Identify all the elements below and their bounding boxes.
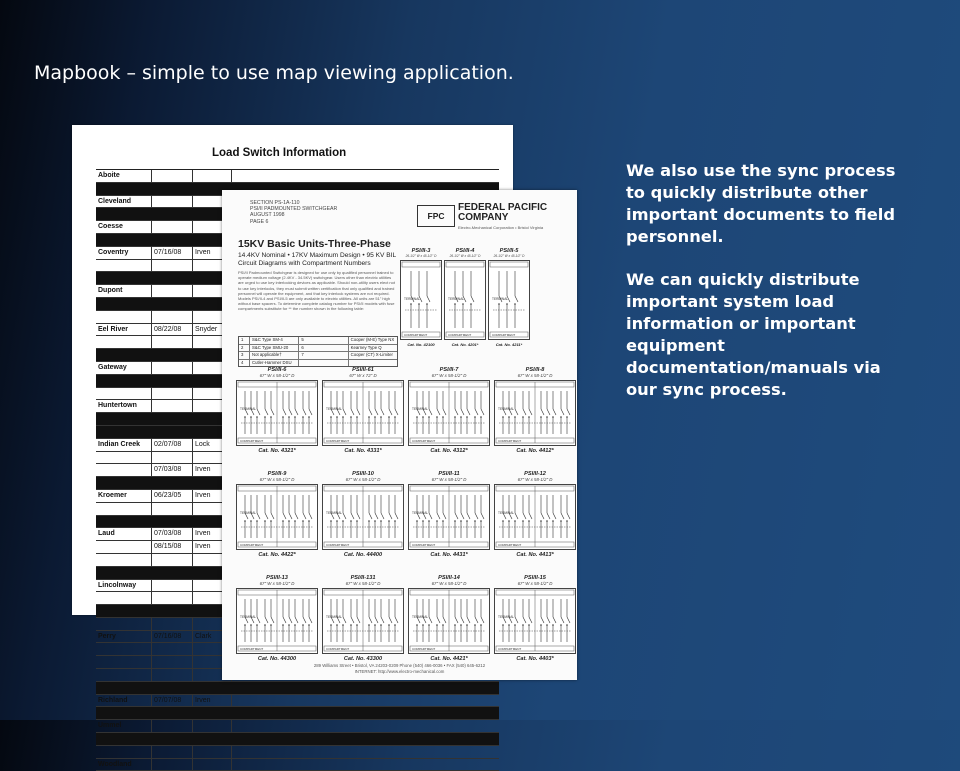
- date-cell: [152, 336, 193, 348]
- fuse-table-cell: Not applicable†: [249, 352, 298, 359]
- person-cell: Irven: [193, 247, 232, 259]
- unit-catalog-number: Cat. No. 4211*: [495, 342, 523, 347]
- unit-diagram: [236, 575, 318, 662]
- fuse-table-cell: 2: [241, 344, 244, 350]
- table-row: [96, 682, 499, 695]
- date-cell: 07/03/08: [152, 464, 193, 476]
- person-cell: [193, 746, 232, 758]
- circuit-diagram: [236, 484, 318, 550]
- terminal-label: TERMINAL: [240, 511, 257, 515]
- substation-cell: Woodland: [96, 759, 152, 771]
- unit-dimensions: 26-1/2" W x 45-1/2" D: [493, 254, 525, 258]
- unit-catalog-number: Cat. No. 4413*: [516, 552, 554, 558]
- date-cell: [152, 477, 193, 489]
- unit-catalog-number: Cat. No. 4403*: [516, 656, 554, 662]
- notes-cell: [232, 746, 499, 758]
- substation-cell: [96, 516, 152, 528]
- circuit-diagram: [322, 380, 404, 446]
- circuit-diagram: [494, 380, 576, 446]
- person-cell: Snyder: [193, 324, 232, 336]
- substation-cell: Lincolnway: [96, 580, 152, 592]
- circuit-diagram: [444, 260, 486, 340]
- unit-name: PSI/II-10: [352, 471, 374, 477]
- date-cell: [152, 707, 193, 719]
- date-cell: [152, 183, 193, 195]
- table-row: [96, 759, 499, 771]
- date-cell: [152, 400, 193, 412]
- bullet-list: [626, 160, 916, 422]
- unit-catalog-number: Cat. No. 4331*: [344, 448, 382, 454]
- company-subtitle: Electro-Mechanical Corporation • Bristol Virginia: [458, 225, 544, 230]
- compartment-label: COMPARTMENT: [240, 647, 264, 651]
- footer-line: INTERNET: http://www.electro-mechanical.com: [354, 668, 445, 674]
- circuit-diagram: [408, 380, 490, 446]
- unit-catalog-number: Cat. No. 4412*: [516, 448, 554, 454]
- unit-name: PSI/II-4: [455, 248, 475, 254]
- schematic-drawing: [323, 589, 403, 653]
- schematic-drawing: [237, 381, 317, 445]
- unit-dimensions: 67" W x 58-1/2" D: [259, 373, 295, 378]
- date-cell: [152, 580, 193, 592]
- unit-catalog-number: Cat. No. 44400: [343, 552, 383, 558]
- substation-cell: Kroemer: [96, 490, 152, 502]
- schematic-drawing: [237, 589, 317, 653]
- terminal-label: TERMINAL: [326, 407, 343, 411]
- fuse-table-cell: Cooper (M-E) Type NX: [348, 337, 397, 344]
- fuse-table-row: [239, 344, 397, 352]
- unit-catalog-number: Cat. No. 4312*: [430, 448, 468, 454]
- substation-cell: [96, 554, 152, 566]
- fuse-table-cell: 5: [298, 337, 347, 344]
- unit-dimensions: 67" W x 58-1/2" D: [517, 477, 553, 482]
- fuse-table-cell: 3: [241, 352, 244, 357]
- company-name: [458, 203, 547, 223]
- substation-cell: [96, 503, 152, 515]
- date-cell: [152, 656, 193, 668]
- compartment-label: COMPARTMENT: [412, 543, 436, 547]
- terminal-label: TERMINAL: [412, 407, 429, 411]
- unit-catalog-number: Cat. No. 4422*: [258, 552, 296, 558]
- substation-cell: Richland: [96, 695, 152, 707]
- switchgear-document: [222, 190, 577, 680]
- fuse-table: [238, 336, 398, 367]
- substation-cell: [96, 567, 152, 579]
- substation-cell: [96, 541, 152, 553]
- fuse-table-row: [239, 351, 397, 359]
- unit-name: PSI/II-8: [525, 367, 545, 373]
- compartment-label: COMPARTMENT: [498, 543, 522, 547]
- table-row: [96, 170, 499, 183]
- fuse-table-row: [239, 337, 397, 344]
- date-cell: [152, 196, 193, 208]
- schematic-drawing: [409, 589, 489, 653]
- substation-cell: [96, 643, 152, 655]
- notes-cell: [232, 759, 499, 771]
- company-line: COMPANY: [458, 212, 509, 223]
- compartment-label: COMPARTMENT: [326, 439, 350, 443]
- substation-cell: Cleveland: [96, 196, 152, 208]
- substation-cell: [96, 592, 152, 604]
- date-cell: [152, 759, 193, 771]
- substation-cell: Aboite: [96, 170, 152, 182]
- unit-dimensions: 67" W x 58-1/2" D: [345, 477, 381, 482]
- terminal-label: TERMINAL: [492, 297, 509, 301]
- substation-cell: [96, 452, 152, 464]
- date-cell: 07/03/08: [152, 528, 193, 540]
- notes-cell: [232, 720, 499, 732]
- schematic-drawing: [495, 589, 575, 653]
- terminal-label: TERMINAL: [498, 615, 515, 619]
- fuse-table-cell: Cutler-Hammer DSU: [249, 360, 298, 367]
- person-cell: Irven: [193, 528, 232, 540]
- substation-cell: [96, 464, 152, 476]
- unit-diagram: [488, 248, 530, 347]
- substation-cell: [96, 388, 152, 400]
- unit-diagram: [236, 367, 318, 454]
- date-cell: [152, 170, 193, 182]
- unit-diagram: [236, 471, 318, 558]
- unit-dimensions: 67" W x 58-1/2" D: [431, 373, 467, 378]
- unit-dimensions: 67" W x 58-1/2" D: [431, 581, 467, 586]
- terminal-label: TERMINAL: [412, 511, 429, 515]
- circuit-diagram: [488, 260, 530, 340]
- person-cell: Irven: [193, 490, 232, 502]
- document-paragraph: PSI/II Padmounted Switchgear is designed for use only by qualified personnel trained to operate medium voltage (2.4KV - 34.5KV) switchgear. Users other than electric utilities are urged to use key interlocking devices as applicable. Should non-utility users elect not to use key interlocks, they must submit written certification that only qualified and trained personnel will operate the equipment, and that key interlock systems are not required. Models PSI/II-4 and PSI/II-5 are only available to electric utilities. All units are 51" high without base spacers. To determine complete catalog number for PSI/II models with fuse compartments substitute for ** the number shown in the following table:: [238, 270, 395, 312]
- person-cell: Irven: [193, 695, 232, 707]
- compartment-label: COMPARTMENT: [498, 647, 522, 651]
- substation-cell: [96, 349, 152, 361]
- unit-diagram: [444, 248, 486, 347]
- schematic-drawing: [323, 485, 403, 549]
- notes-cell: [232, 170, 499, 182]
- substation-cell: [96, 746, 152, 758]
- schematic-drawing: [495, 485, 575, 549]
- person-cell: [193, 733, 232, 745]
- unit-dimensions: 67" W x 58-1/2" D: [517, 373, 553, 378]
- terminal-label: TERMINAL: [240, 615, 257, 619]
- unit-name: PSI/II-3: [411, 248, 431, 254]
- fuse-table-row: [239, 359, 397, 367]
- schematic-drawing: [237, 485, 317, 549]
- date-cell: [152, 362, 193, 374]
- unit-diagram: [400, 248, 442, 347]
- circuit-diagram: [494, 484, 576, 550]
- substation-cell: Eel River: [96, 324, 152, 336]
- unit-diagram: [322, 367, 404, 454]
- notes-cell: [232, 682, 499, 694]
- date-cell: [152, 733, 193, 745]
- substation-cell: [96, 375, 152, 387]
- compartment-label: COMPARTMENT: [412, 439, 436, 443]
- substation-cell: Coesse: [96, 221, 152, 233]
- date-cell: [152, 349, 193, 361]
- unit-name: PSI/II-12: [524, 471, 546, 477]
- date-cell: [152, 221, 193, 233]
- substation-cell: [96, 426, 152, 438]
- substation-cell: [96, 183, 152, 195]
- unit-catalog-number: Cat. No. 4431*: [430, 552, 468, 558]
- section-line: AUGUST 1998: [250, 212, 285, 219]
- date-cell: [152, 643, 193, 655]
- substation-cell: [96, 682, 152, 694]
- date-cell: 07/16/08: [152, 631, 193, 643]
- subheading-line: 14.4KV Nominal • 17KV Maximum Design • 95 KV BIL: [238, 252, 397, 259]
- bullet-load-information: We can quickly distribute important system load information or important equipment documentation/manuals via our sync process.: [626, 270, 881, 399]
- circuit-diagram: [236, 588, 318, 654]
- bullet-sync-documents: We also use the sync process to quickly distribute other important documents to field personnel.: [626, 161, 896, 246]
- date-cell: [152, 208, 193, 220]
- unit-name: PSI/II-7: [439, 367, 459, 373]
- circuit-diagram: [408, 484, 490, 550]
- table-row: [96, 746, 499, 759]
- unit-name: PSI/II-131: [350, 575, 376, 581]
- date-cell: [152, 426, 193, 438]
- unit-name: PSI/II-13: [266, 575, 288, 581]
- unit-name: PSI/II-11: [438, 471, 460, 477]
- unit-name: PSI/II-9: [267, 471, 287, 477]
- fuse-table-cell: S&C Type SMU-20: [249, 345, 298, 352]
- date-cell: [152, 298, 193, 310]
- substation-cell: [96, 208, 152, 220]
- date-cell: [152, 260, 193, 272]
- date-cell: [152, 234, 193, 246]
- unit-dimensions: 67" W x 72" D: [349, 373, 377, 378]
- table-row: [96, 695, 499, 708]
- date-cell: [152, 413, 193, 425]
- unit-catalog-number: Cat. No. 4421*: [430, 656, 468, 662]
- date-cell: [152, 618, 193, 630]
- unit-diagram: [322, 575, 404, 662]
- load-switch-title: Load Switch Information: [212, 147, 347, 159]
- unit-catalog-number: Cat. No. 43300: [343, 656, 383, 662]
- date-cell: [152, 452, 193, 464]
- unit-catalog-number: Cat. No. 44300: [257, 656, 297, 662]
- date-cell: [152, 567, 193, 579]
- terminal-label: TERMINAL: [498, 511, 515, 515]
- compartment-label: COMPARTMENT: [240, 543, 264, 547]
- substation-cell: [96, 477, 152, 489]
- compartment-label: COMPARTMENT: [412, 647, 436, 651]
- substation-cell: Indian Creek: [96, 439, 152, 451]
- substation-cell: [96, 733, 152, 745]
- date-cell: [152, 592, 193, 604]
- unit-dimensions: 67" W x 58-1/2" D: [259, 477, 295, 482]
- unit-dimensions: 67" W x 58-1/2" D: [259, 581, 295, 586]
- terminal-label: TERMINAL: [240, 407, 257, 411]
- unit-name: PSI/II-15: [524, 575, 546, 581]
- date-cell: [152, 554, 193, 566]
- company-logo: FPC: [417, 205, 455, 227]
- fuse-table-cell: Kearney Type Q: [348, 345, 397, 352]
- unit-diagram: [494, 575, 576, 662]
- substation-cell: Huntertown: [96, 400, 152, 412]
- unit-name: PSI/II-61: [352, 367, 374, 373]
- subheading-line: Circuit Diagrams with Compartment Numbers: [238, 260, 371, 267]
- circuit-diagram: [236, 380, 318, 446]
- notes-cell: [232, 695, 499, 707]
- terminal-label: TERMINAL: [498, 407, 515, 411]
- substation-cell: [96, 298, 152, 310]
- person-cell: Clark: [193, 631, 232, 643]
- unit-name: PSI/II-14: [438, 575, 460, 581]
- date-cell: [152, 720, 193, 732]
- fuse-table-cell: S&C Type SM-4: [249, 337, 298, 344]
- document-footer: [222, 663, 577, 674]
- compartment-label: COMPARTMENT: [498, 439, 522, 443]
- person-cell: [193, 707, 232, 719]
- substation-cell: [96, 669, 152, 681]
- unit-name: PSI/II-6: [267, 367, 287, 373]
- unit-diagram: [494, 471, 576, 558]
- fuse-table-cell: 7: [298, 352, 347, 359]
- date-cell: 07/16/08: [152, 247, 193, 259]
- date-cell: [152, 605, 193, 617]
- notes-cell: [232, 707, 499, 719]
- substation-cell: [96, 413, 152, 425]
- document-subheading: [238, 252, 396, 268]
- substation-cell: [96, 656, 152, 668]
- unit-diagram: [322, 471, 404, 558]
- circuit-diagram: [322, 484, 404, 550]
- slide-title: Mapbook – simple to use map viewing application.: [34, 62, 514, 84]
- unit-dimensions: 67" W x 58-1/2" D: [431, 477, 467, 482]
- date-cell: [152, 375, 193, 387]
- section-line: SECTION PS-1A-110: [250, 200, 300, 206]
- company-line: FEDERAL PACIFIC: [458, 202, 548, 213]
- fuse-table-cell: 4: [241, 359, 244, 365]
- substation-cell: [96, 311, 152, 323]
- unit-dimensions: 67" W x 58-1/2" D: [345, 581, 381, 586]
- date-cell: [152, 503, 193, 515]
- unit-dimensions: 26-1/2" W x 45-1/2" D: [449, 254, 481, 258]
- terminal-label: TERMINAL: [404, 297, 421, 301]
- table-row: [96, 707, 499, 720]
- substation-cell: [96, 260, 152, 272]
- unit-diagram: [408, 575, 490, 662]
- substation-cell: Gateway: [96, 362, 152, 374]
- schematic-drawing: [409, 485, 489, 549]
- section-line: PAGE 6: [250, 218, 269, 225]
- fuse-table-cell: 6: [298, 345, 347, 352]
- person-cell: [193, 170, 232, 182]
- substation-cell: [96, 618, 152, 630]
- circuit-diagram: [322, 588, 404, 654]
- fuse-table-cell: [348, 360, 397, 367]
- unit-diagram: [494, 367, 576, 454]
- substation-cell: Ummel: [96, 720, 152, 732]
- date-cell: [152, 516, 193, 528]
- date-cell: [152, 388, 193, 400]
- fuse-table-cell: 1: [241, 337, 244, 342]
- unit-catalog-number: Cat. No. 4321*: [258, 448, 296, 454]
- table-row: [96, 733, 499, 746]
- substation-cell: Laud: [96, 528, 152, 540]
- date-cell: [152, 272, 193, 284]
- substation-cell: Perry: [96, 631, 152, 643]
- substation-cell: Coventry: [96, 247, 152, 259]
- date-cell: [152, 311, 193, 323]
- terminal-label: TERMINAL: [326, 511, 343, 515]
- terminal-label: TERMINAL: [326, 615, 343, 619]
- circuit-diagram: [494, 588, 576, 654]
- substation-cell: Dupont: [96, 285, 152, 297]
- table-row: [96, 720, 499, 733]
- date-cell: [152, 285, 193, 297]
- schematic-drawing: [409, 381, 489, 445]
- section-line: PSI/II PADMOUNTED SWITCHGEAR: [250, 206, 338, 213]
- terminal-label: TERMINAL: [412, 615, 429, 619]
- fuse-table-cell: Cooper (CT) X-Limiter: [348, 352, 397, 359]
- unit-dimensions: 67" W x 58-1/2" D: [517, 581, 553, 586]
- date-cell: 07/07/08: [152, 695, 193, 707]
- date-cell: 08/22/08: [152, 324, 193, 336]
- person-cell: [193, 720, 232, 732]
- section-header: [250, 200, 337, 225]
- circuit-diagram: [400, 260, 442, 340]
- date-cell: 02/07/08: [152, 439, 193, 451]
- notes-cell: [232, 733, 499, 745]
- unit-diagram: [408, 471, 490, 558]
- document-heading: 15KV Basic Units-Three-Phase: [238, 238, 391, 250]
- date-cell: [152, 669, 193, 681]
- compartment-label: COMPARTMENT: [448, 333, 472, 337]
- compartment-label: COMPARTMENT: [240, 439, 264, 443]
- substation-cell: [96, 605, 152, 617]
- unit-diagram: [408, 367, 490, 454]
- person-cell: Irven: [193, 464, 232, 476]
- person-cell: Irven: [193, 541, 232, 553]
- date-cell: [152, 682, 193, 694]
- person-cell: [193, 682, 232, 694]
- person-cell: [193, 759, 232, 771]
- date-cell: 06/23/05: [152, 490, 193, 502]
- date-cell: [152, 746, 193, 758]
- schematic-drawing: [495, 381, 575, 445]
- substation-cell: [96, 234, 152, 246]
- unit-name: PSI/II-5: [499, 248, 519, 254]
- substation-cell: [96, 707, 152, 719]
- person-cell: Lock: [193, 439, 232, 451]
- fuse-table-cell: [298, 360, 347, 367]
- schematic-drawing: [323, 381, 403, 445]
- footer-line: 289 Williams Street • Bristol, VA 24203-0209 Phone (540) 466-0036 • FAX (540) 645-6212: [313, 663, 486, 668]
- date-cell: 08/15/08: [152, 541, 193, 553]
- compartment-label: COMPARTMENT: [326, 647, 350, 651]
- compartment-label: COMPARTMENT: [404, 333, 428, 337]
- circuit-diagram: [408, 588, 490, 654]
- substation-cell: [96, 336, 152, 348]
- unit-catalog-number: Cat. No. 4201*: [451, 342, 479, 347]
- unit-catalog-number: Cat. No. 42100: [407, 342, 435, 347]
- compartment-label: COMPARTMENT: [492, 333, 516, 337]
- terminal-label: TERMINAL: [448, 297, 465, 301]
- unit-dimensions: 26-1/2" W x 45-1/2" D: [405, 254, 437, 258]
- compartment-label: COMPARTMENT: [326, 543, 350, 547]
- substation-cell: [96, 272, 152, 284]
